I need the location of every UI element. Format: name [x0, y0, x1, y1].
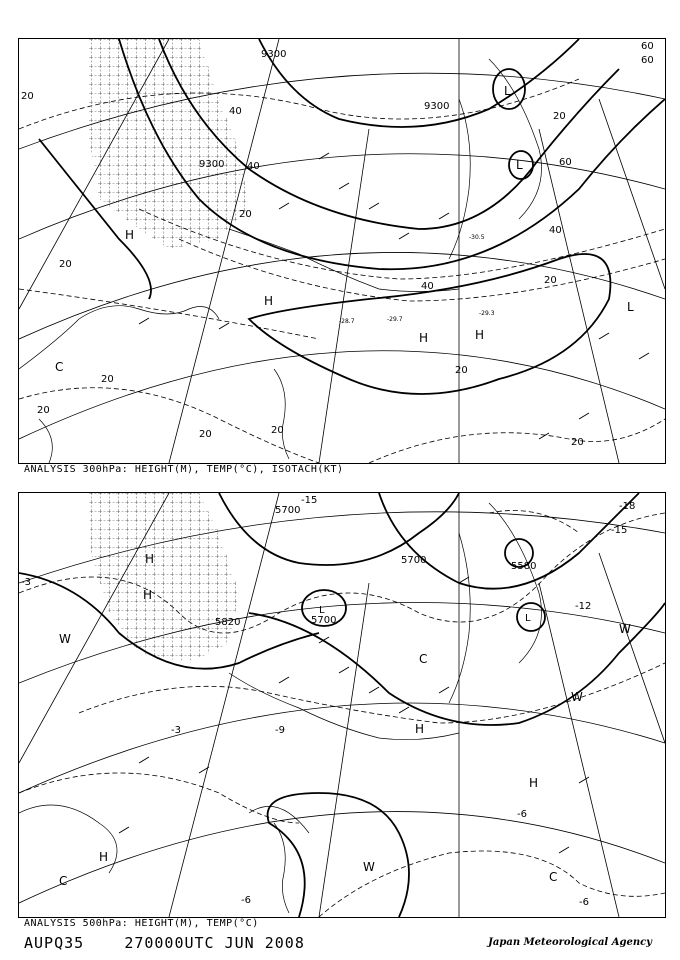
pressure-center: H: [419, 331, 429, 345]
isotach-label: 40: [421, 281, 434, 292]
height-label: 5580: [511, 561, 537, 572]
isotach-label: 40: [549, 225, 562, 236]
height-label: 5700: [311, 615, 337, 626]
temperature-label: -6: [517, 809, 527, 820]
isotach-label: 20: [37, 405, 50, 416]
map-300hpa: [19, 39, 665, 463]
pressure-center: H: [143, 588, 153, 602]
chart-500hpa: [18, 492, 666, 918]
chart-300hpa: [18, 38, 666, 464]
temperature-label: -29.3: [479, 310, 495, 317]
pressure-center: L: [319, 605, 325, 616]
pressure-center: L: [516, 158, 523, 172]
isotach-label: 20: [271, 425, 284, 436]
temperature-label: -9: [275, 725, 285, 736]
temperature-label: -3: [171, 725, 181, 736]
analysis-time: 270000UTC JUN 2008: [124, 934, 305, 952]
map-500hpa: [19, 493, 665, 917]
pressure-center: H: [529, 776, 539, 790]
pressure-center: H: [145, 552, 155, 566]
isotach-label: 20: [571, 437, 584, 448]
pressure-center: H: [415, 722, 425, 736]
terrain-hatch-area: [89, 39, 249, 249]
isotach-label: 20: [59, 259, 72, 270]
caption-300hpa: ANALYSIS 300hPa: HEIGHT(M), TEMP(°C), ISOTACH(KT): [24, 464, 344, 475]
isotach-label: 20: [239, 209, 252, 220]
terrain-hatch-area: [89, 493, 239, 663]
pressure-center: W: [59, 632, 71, 646]
pressure-center: C: [549, 870, 558, 884]
isotach-label: 60: [641, 41, 654, 52]
isotach-label: 20: [199, 429, 212, 440]
isotach-label: 60: [559, 157, 572, 168]
pressure-center: W: [571, 690, 583, 704]
height-label: 9300: [199, 159, 225, 170]
height-label: 5700: [275, 505, 301, 516]
agency-name: Japan Meteorological Agency: [488, 937, 652, 948]
pressure-center: W: [363, 860, 375, 874]
pressure-center: C: [419, 652, 428, 666]
isotach-label: 20: [101, 374, 114, 385]
temperature-label: -29.7: [387, 316, 403, 323]
pressure-center: H: [264, 294, 274, 308]
temperature-label: -6: [579, 897, 589, 908]
pressure-center: W: [619, 622, 631, 636]
chart-code-and-time: [24, 934, 305, 952]
temperature-label: -12: [575, 601, 592, 612]
chart-code: AUPQ35: [24, 934, 85, 952]
pressure-center: C: [55, 360, 64, 374]
pressure-center: C: [59, 874, 68, 888]
height-label: 9300: [424, 101, 450, 112]
temperature-label: -15: [611, 525, 628, 536]
height-label: 9300: [261, 49, 287, 60]
isotach-label: 20: [544, 275, 557, 286]
pressure-center: L: [504, 84, 511, 98]
isotach-label: 60: [641, 55, 654, 66]
isotach-label: 20: [553, 111, 566, 122]
pressure-center: H: [475, 328, 485, 342]
isotach-label: 20: [21, 91, 34, 102]
height-label: 5700: [401, 555, 427, 566]
pressure-center: L: [525, 613, 531, 624]
pressure-center: H: [125, 228, 135, 242]
height-label: 5820: [215, 617, 241, 628]
temperature-label: -28.7: [339, 318, 355, 325]
temperature-label: -15: [301, 495, 318, 506]
isotach-label: 40: [247, 161, 260, 172]
temperature-label: -18: [619, 501, 636, 512]
pressure-center: H: [99, 850, 109, 864]
temperature-label: -3: [21, 577, 31, 588]
isotach-label: 20: [455, 365, 468, 376]
caption-500hpa: ANALYSIS 500hPa: HEIGHT(M), TEMP(°C): [24, 918, 259, 929]
pressure-center: L: [627, 300, 634, 314]
isotach-label: 40: [229, 106, 242, 117]
temperature-label: -30.5: [469, 234, 485, 241]
temperature-label: -6: [241, 895, 251, 906]
